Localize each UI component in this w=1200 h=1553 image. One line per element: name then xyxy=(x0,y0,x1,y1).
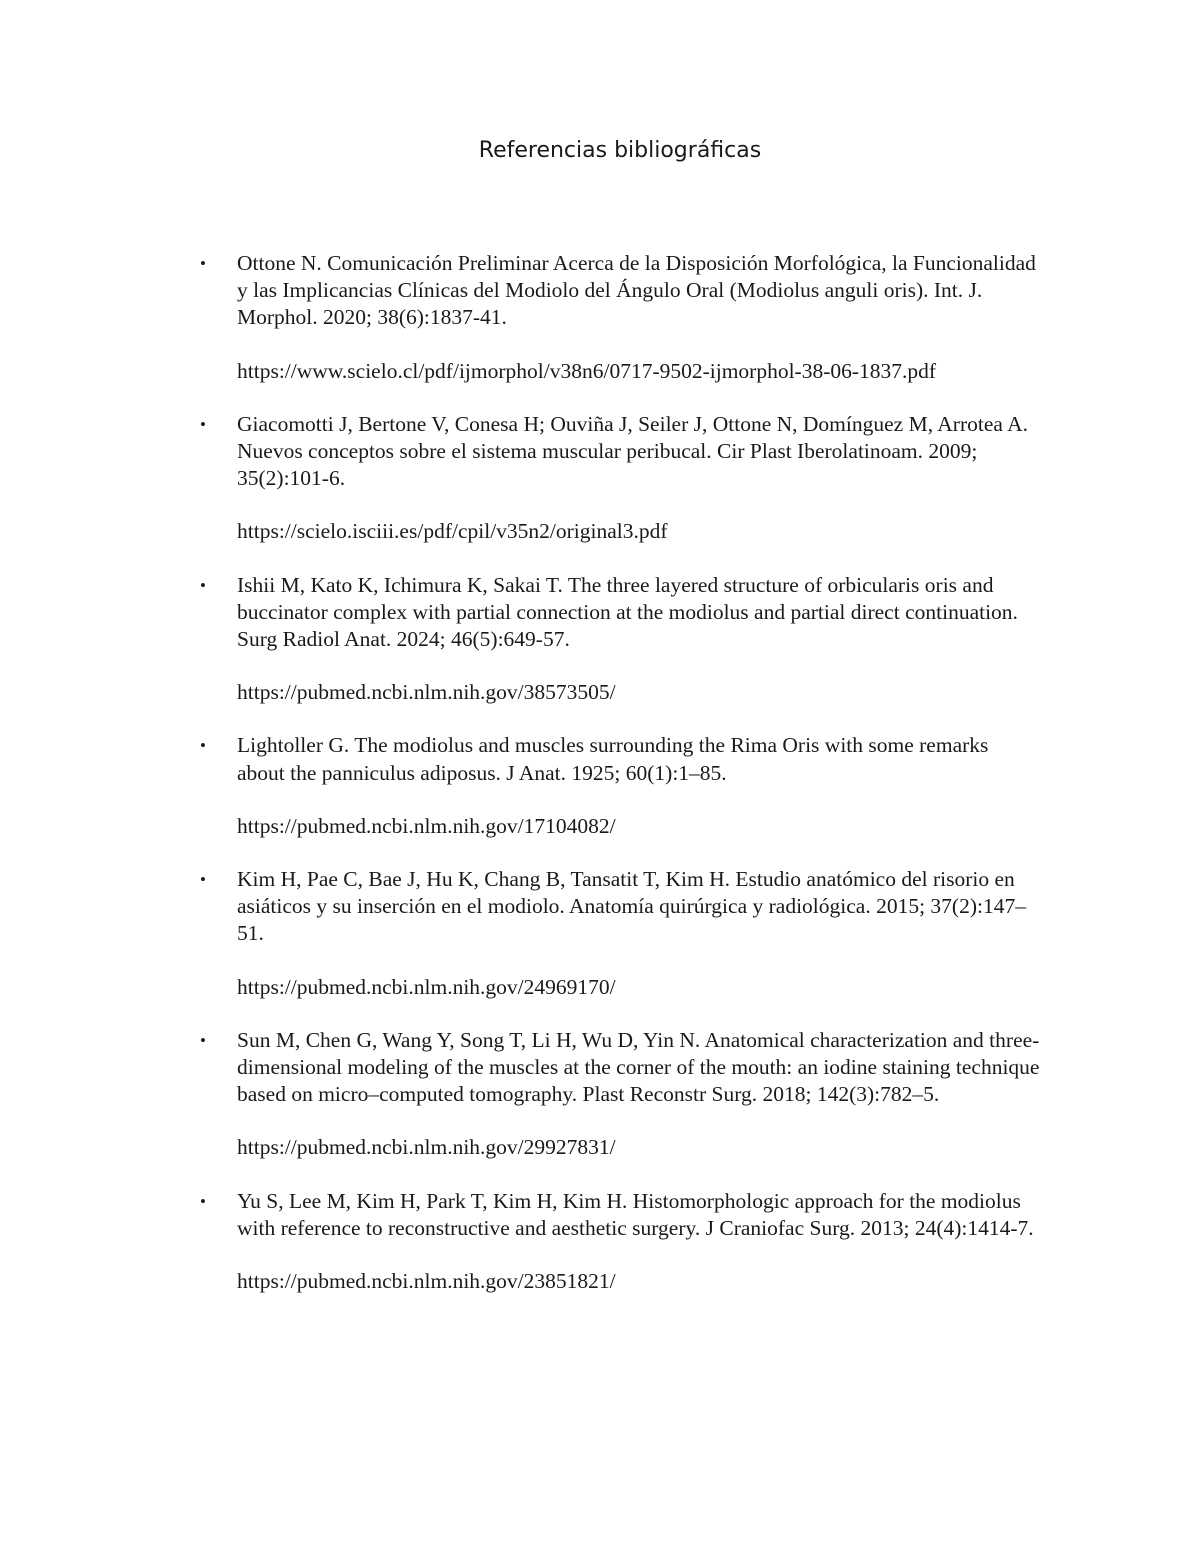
page-title: Referencias bibliográficas xyxy=(478,138,762,163)
reference-list xyxy=(200,250,1040,1321)
reference-citation: Sun M, Chen G, Wang Y, Song T, Li H, Wu D, Yin N. Anatomical characterization and three-dimensional modeling of the muscles at the corner of the mouth: an iodine staining technique based on micro–computed tomography. Plast Reconstr Surg. 2018; 142(3):782–5. xyxy=(237,1027,1040,1107)
reference-item xyxy=(200,572,1040,707)
reference-item xyxy=(200,1188,1040,1296)
reference-item xyxy=(200,250,1040,385)
bullet-icon: • xyxy=(200,254,206,273)
reference-citation: Kim H, Pae C, Bae J, Hu K, Chang B, Tansatit T, Kim H. Estudio anatómico del risorio en asiáticos y su inserción en el modiolo. Anatomía quirúrgica y radiológica. 2015; 37(2):147–51. xyxy=(237,867,1026,946)
reference-citation: Ottone N. Comunicación Preliminar Acerca de la Disposición Morfológica, la Funcionalidad y las Implicancias Clínicas del Modiolo del Ángulo Oral (Modiolus anguli oris). Int. J. Morphol. 2020; 38(6):1837-41. xyxy=(237,251,1036,330)
reference-item xyxy=(200,866,1040,1001)
reference-item xyxy=(200,1027,1040,1162)
reference-url[interactable]: https://pubmed.ncbi.nlm.nih.gov/24969170/ xyxy=(237,974,616,999)
reference-url[interactable]: https://pubmed.ncbi.nlm.nih.gov/23851821/ xyxy=(237,1269,616,1294)
reference-url[interactable]: https://scielo.isciii.es/pdf/cpil/v35n2/original3.pdf xyxy=(237,519,668,544)
reference-url[interactable]: https://www.scielo.cl/pdf/ijmorphol/v38n6/0717-9502-ijmorphol-38-06-1837.pdf xyxy=(237,358,937,383)
bullet-icon: • xyxy=(200,736,206,756)
reference-item xyxy=(200,732,1040,840)
bullet-icon: • xyxy=(200,1030,206,1050)
bullet-icon: • xyxy=(200,575,206,595)
bullet-icon: • xyxy=(200,870,206,890)
reference-citation: Lightoller G. The modiolus and muscles surrounding the Rima Oris with some remarks about the panniculus adiposus. J Anat. 1925; 60(1):1–85. xyxy=(237,733,989,785)
reference-url[interactable]: https://pubmed.ncbi.nlm.nih.gov/17104082/ xyxy=(237,813,616,838)
reference-citation: Yu S, Lee M, Kim H, Park T, Kim H, Kim H. Histomorphologic approach for the modiolus with reference to reconstructive and aesthetic surgery. J Craniofac Surg. 2013; 24(4):1414-7. xyxy=(237,1188,1034,1240)
bullet-icon: • xyxy=(200,1191,206,1211)
reference-citation: Ishii M, Kato K, Ichimura K, Sakai T. The three layered structure of orbicularis oris and buccinator complex with partial connection at the modiolus and partial direct continuation. Surg Radiol Anat. 2024; 46(5):649-57. xyxy=(237,572,1018,652)
reference-url[interactable]: https://pubmed.ncbi.nlm.nih.gov/29927831/ xyxy=(237,1135,616,1160)
reference-citation: Giacomotti J, Bertone V, Conesa H; Ouviña J, Seiler J, Ottone N, Domínguez M, Arrotea A. Nuevos conceptos sobre el sistema muscular peribucal. Cir Plast Iberolatinoam. 2009; 35(2):101-6. xyxy=(237,411,1029,491)
reference-item xyxy=(200,411,1040,546)
bullet-icon: • xyxy=(200,414,206,434)
reference-url[interactable]: https://pubmed.ncbi.nlm.nih.gov/38573505/ xyxy=(237,680,616,705)
